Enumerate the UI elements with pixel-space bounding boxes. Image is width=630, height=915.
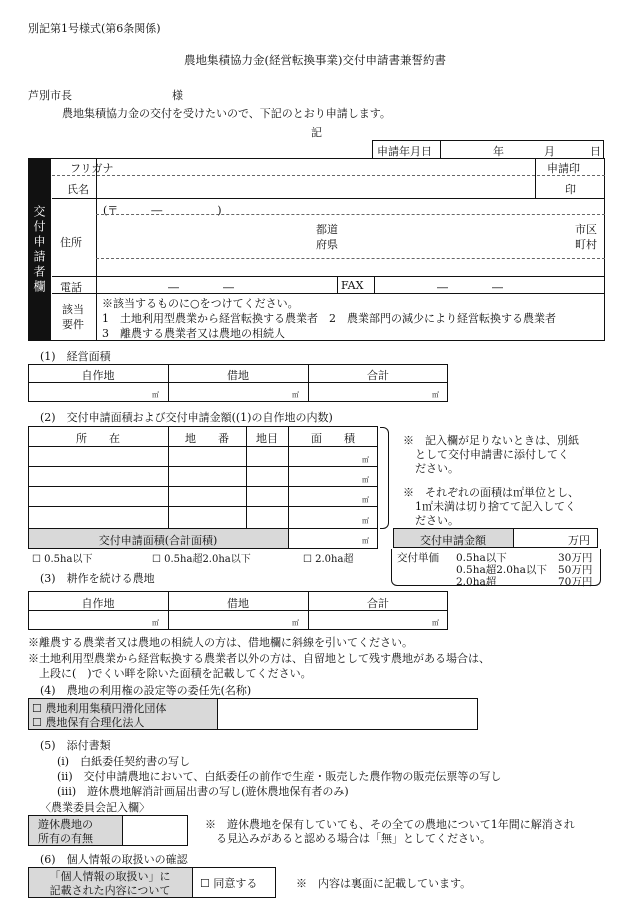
section-4-heading: (4) 農地の利用権の設定等の委任先(名称) [40, 684, 252, 697]
phone-label: 電話 [60, 281, 82, 294]
note-2-line-1: ※ それぞれの面積は㎡単位とし、 [403, 486, 579, 499]
unit-sqm: ㎡ [362, 517, 369, 525]
note-3-line-3: 上段に( )でくい畔を除いた面積を記載してください。 [28, 667, 312, 680]
seal-mark: 印 [565, 183, 576, 196]
applicant-side-label: 交付申請者欄 [32, 205, 46, 295]
unit-sqm: ㎡ [292, 619, 299, 627]
sec2-col-location: 所 在 [76, 432, 120, 445]
sec2-col-category: 地目 [256, 432, 278, 445]
phone-field[interactable]: ― ― [168, 281, 234, 294]
unit-sqm: ㎡ [432, 619, 439, 627]
idle-land-label-1: 遊休農地の [38, 818, 93, 831]
unit-sqm: ㎡ [292, 391, 299, 399]
price-amt-1: 30万円 [558, 552, 593, 564]
note-3-line-2: ※土地利用型農業から経営転換する農業者以外の方は、自留地として残す農地がある場合は、 [28, 652, 490, 665]
intro-text: 農地集積協力金の交付を受けたいので、下記のとおり申請します。 [62, 107, 391, 120]
sec1-col-own: 自作地 [81, 369, 115, 382]
document-title: 農地集積協力金(経営転換事業)交付申請書兼誓約書 [184, 53, 446, 67]
unit-sqm: ㎡ [362, 476, 369, 484]
price-amt-3: 70万円 [558, 576, 593, 588]
furigana-label: フリガナ [70, 162, 114, 175]
section-6-heading: (6) 個人情報の取扱いの確認 [40, 853, 188, 866]
section-3-heading: (3) 耕作を続ける農地 [40, 572, 155, 585]
choson-label: 町村 [575, 238, 597, 251]
price-cond-2: 0.5ha超2.0ha以下 [456, 564, 547, 576]
attachment-3: (iii) 遊休農地解消計画届出書の写し(遊休農地保有者のみ) [57, 785, 349, 798]
sec2-col-lot: 地 番 [185, 432, 229, 445]
price-amt-2: 50万円 [558, 564, 593, 576]
seal-label: 申請印 [547, 162, 580, 175]
sec1-col-total: 合計 [367, 369, 389, 382]
requirement-label-2: 要件 [62, 318, 84, 331]
committee-note-2: る見込みがあると認める場合は「無」としてください。 [205, 832, 491, 845]
area-option-3[interactable]: ☐ 2.0ha超 [303, 554, 354, 565]
sec1-col-lease: 借地 [227, 369, 249, 382]
committee-note-1: ※ 遊休農地を保有していても、その全ての農地について1年間に解消され [205, 818, 575, 831]
attachment-1: (i) 白紙委任契約書の写し [57, 755, 191, 768]
amount-unit: 万円 [568, 534, 590, 547]
sec3-col-total: 合計 [367, 597, 389, 610]
requirement-option-1-2[interactable]: 1 土地利用型農業から経営転換する農業者 2 農業部門の減少により経営転換する農業者 [102, 312, 556, 325]
idle-land-field[interactable] [123, 816, 187, 845]
delegate-option-2[interactable]: ☐ 農地保有合理化法人 [32, 716, 145, 729]
section-5-heading: (5) 添付書類 [40, 739, 111, 752]
month-label: 月 [544, 145, 555, 158]
addressee: 芦別市長 [28, 89, 72, 102]
shiku-label: 市区 [575, 223, 597, 236]
note-1-line-3: ださい。 [415, 462, 459, 475]
postal-code-field[interactable]: (〒 ― ) [103, 204, 222, 217]
privacy-agree-checkbox[interactable]: ☐ 同意する [200, 877, 258, 890]
privacy-label-2: 記載された内容について [49, 884, 171, 897]
privacy-label-1: 「個人情報の取扱い」に [49, 870, 171, 883]
total-area-label: 交付申請面積(合計面積) [98, 534, 218, 547]
fax-field[interactable]: ― ― [437, 281, 503, 294]
unit-sqm: ㎡ [362, 537, 369, 545]
unit-sqm: ㎡ [432, 391, 439, 399]
amount-label: 交付申請金額 [420, 534, 486, 547]
date-label: 申請年月日 [377, 145, 432, 158]
note-1-line-2: として交付申請書に添付してく [415, 448, 569, 461]
fuken-label: 府県 [316, 238, 338, 251]
area-option-2[interactable]: ☐ 0.5ha超2.0ha以下 [152, 554, 251, 565]
section-1-heading: (1) 経営面積 [40, 350, 111, 363]
delegate-name-field[interactable] [218, 699, 477, 729]
sec3-col-lease: 借地 [227, 597, 249, 610]
attachment-2: (ii) 交付申請農地において、白紙委任の前作で生産・販売した農作物の販売伝票等の写し [57, 770, 502, 783]
price-cond-1: 0.5ha以下 [456, 552, 507, 564]
todo-label: 都道 [316, 223, 338, 236]
fax-label: FAX [341, 279, 364, 292]
form-number: 別記第1号様式(第6条関係) [28, 22, 161, 35]
unit-price-label: 交付単価 [397, 552, 439, 564]
note-1-line-1: ※ 記入欄が足りないときは、別紙 [403, 434, 579, 447]
unit-sqm: ㎡ [152, 619, 159, 627]
day-label: 日 [590, 145, 601, 158]
note-2-line-2: 1㎡未満は切り捨てて記入してく [415, 500, 576, 513]
note-2-line-3: ださい。 [415, 514, 459, 527]
unit-sqm: ㎡ [362, 456, 369, 464]
name-label: 氏名 [67, 183, 89, 196]
notes-brace [380, 427, 389, 529]
unit-sqm: ㎡ [362, 496, 369, 504]
delegate-option-1[interactable]: ☐ 農地利用集積円滑化団体 [32, 702, 167, 715]
honorific: 様 [172, 89, 183, 102]
sec3-col-own: 自作地 [81, 597, 115, 610]
area-option-1[interactable]: ☐ 0.5ha以下 [32, 554, 93, 565]
price-cond-3: 2.0ha超 [456, 576, 497, 588]
address-label: 住所 [60, 236, 82, 249]
committee-heading: 〈農業委員会記入欄〉 [40, 801, 150, 814]
ki-label: 記 [311, 126, 322, 139]
requirement-option-3[interactable]: 3 離農する農業者又は農地の相続人 [102, 327, 285, 340]
note-3-line-1: ※離農する農業者又は農地の相続人の方は、借地欄に斜線を引いてください。 [28, 636, 413, 649]
requirement-note: ※該当するものに○をつけてください。 [102, 297, 299, 310]
year-label: 年 [493, 145, 504, 158]
sec2-col-area: 面 積 [311, 432, 355, 445]
requirement-label-1: 該当 [62, 303, 84, 316]
section-2-heading: (2) 交付申請面積および交付申請金額((1)の自作地の内数) [40, 411, 333, 424]
idle-land-label-2: 所有の有無 [38, 832, 93, 845]
unit-sqm: ㎡ [152, 391, 159, 399]
privacy-note: ※ 内容は裏面に記載しています。 [296, 877, 472, 890]
name-field[interactable] [97, 176, 534, 197]
